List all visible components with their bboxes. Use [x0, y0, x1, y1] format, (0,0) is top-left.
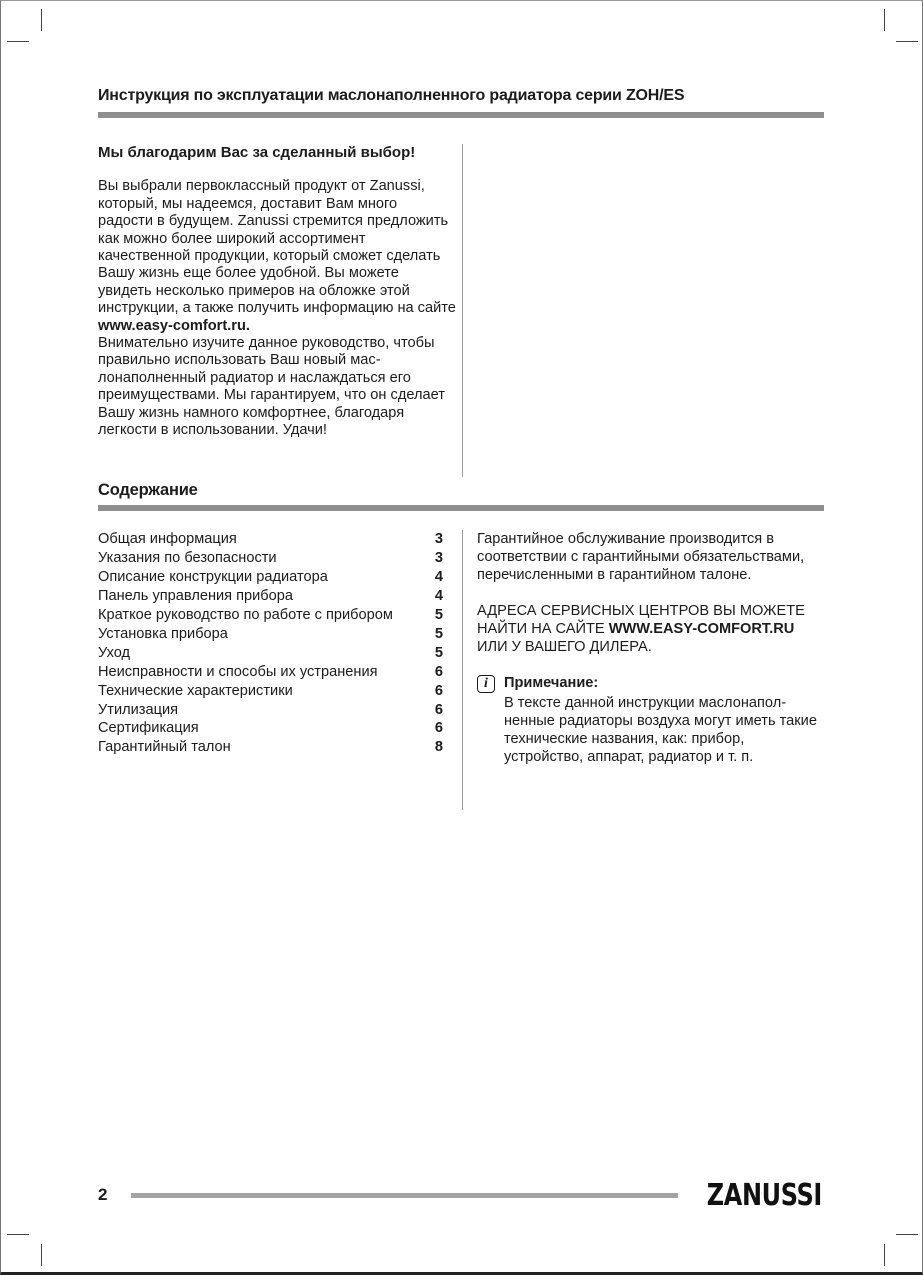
toc-item-page: 6	[434, 701, 443, 718]
crop-mark	[7, 41, 29, 42]
toc-item	[98, 606, 443, 625]
intro-left-column	[98, 144, 456, 477]
page-title: Инструкция по эксплуатации маслонаполненного радиатора серии ZOH/ES	[98, 87, 685, 104]
info-icon-glyph: i	[484, 676, 488, 692]
toc-item	[98, 701, 443, 720]
toc-item-label: Краткое руководство по работе с прибором	[98, 607, 393, 624]
toc-item-page: 4	[434, 569, 443, 586]
doc-header	[98, 87, 824, 118]
toc-item	[98, 530, 443, 549]
service-centers-text	[477, 602, 824, 656]
toc-item-label: Утилизация	[98, 701, 178, 718]
toc-item-label: Панель управления прибора	[98, 588, 293, 605]
info-icon	[477, 675, 495, 693]
note-heading: Примечание:	[504, 675, 599, 692]
toc-item-label: Неисправности и способы их устранения	[98, 663, 378, 680]
note-block	[477, 674, 824, 766]
toc-item	[98, 549, 443, 568]
warranty-text: Гарантийное обслуживание производится в соответствии с гарантийными обязательствами, перечисленными в гарантийном талоне.	[477, 531, 805, 584]
toc-item	[98, 738, 443, 757]
toc-item-page: 4	[434, 588, 443, 605]
service-text-part2: ИЛИ У ВАШЕГО ДИЛЕРА.	[477, 639, 652, 656]
footer-rule	[131, 1193, 678, 1198]
contents-section	[98, 530, 824, 810]
contents-header	[98, 481, 824, 511]
toc-item	[98, 587, 443, 606]
intro-text-part1: Вы выбрали первоклассный продукт от Zanussi, который, мы надеемся, доставит Вам много радости в будущем. Zanussi стремится предложить как можно более широкий ассортимент качественной продукции, который сможет сделать Вашу жизнь еще более удобной. Вы можете увидеть несколько примеров на обложке этой инструкции, а также получить информацию на сайте	[98, 178, 456, 317]
toc-item-label: Установка прибора	[98, 625, 228, 642]
crop-mark	[41, 1244, 42, 1266]
page-number: 2	[98, 1185, 108, 1204]
toc-item-page: 6	[434, 682, 443, 699]
service-text-part1: АДРЕСА СЕРВИСНЫХ ЦЕНТРОВ ВЫ МОЖЕТЕ НАЙТИ НА САЙТЕ	[477, 603, 805, 638]
header-rule	[98, 112, 824, 118]
intro-text-part2: Внимательно изучите данное руководство, чтобы правильно использовать Ваш новый мас- лонаполненный радиатор и наслаждаться его преимуществами. Мы гарантируем, что он сделает Вашу жизнь намного комфортнее, благодаря легкости в использовании. Удачи!	[98, 335, 445, 439]
warranty-column	[463, 530, 824, 810]
toc-item-label: Технические характеристики	[98, 682, 293, 699]
toc-item	[98, 663, 443, 682]
intro-heading: Мы благодарим Вас за сделанный выбор!	[98, 144, 416, 162]
crop-mark	[884, 1244, 885, 1266]
crop-mark	[41, 9, 42, 31]
note-body	[495, 674, 824, 766]
intro-section	[98, 144, 824, 477]
crop-mark	[884, 9, 885, 31]
crop-mark	[896, 41, 918, 42]
crop-mark	[896, 1234, 918, 1235]
toc-item	[98, 719, 443, 738]
toc-item-label: Гарантийный талон	[98, 739, 231, 756]
table-of-contents	[98, 530, 443, 757]
toc-item-label: Описание конструкции радиатора	[98, 569, 328, 586]
toc-item-page: 3	[434, 531, 443, 548]
toc-item-label: Общая информация	[98, 531, 237, 548]
intro-paragraph	[98, 178, 456, 439]
toc-item-page: 6	[434, 663, 443, 680]
contents-rule	[98, 505, 824, 511]
toc-item-label: Уход	[98, 644, 131, 661]
toc-item-label: Сертификация	[98, 720, 199, 737]
contents-heading: Содержание	[98, 481, 198, 500]
website-link-text: www.easy-comfort.ru.	[98, 317, 250, 334]
crop-mark	[7, 1234, 29, 1235]
note-text: В тексте данной инструкции маслонапол- ненные радиаторы воздуха могут иметь такие технические названия, как: прибор, устройство, аппарат, радиатор и т. п.	[504, 695, 817, 766]
page-footer	[98, 1177, 822, 1213]
toc-item	[98, 568, 443, 587]
toc-column	[98, 530, 456, 810]
toc-item	[98, 625, 443, 644]
service-site-text: WWW.EASY-COMFORT.RU	[608, 621, 795, 638]
toc-item-label: Указания по безопасности	[98, 550, 277, 567]
intro-right-column	[463, 144, 824, 477]
toc-item-page: 5	[434, 644, 443, 661]
toc-item-page: 5	[434, 625, 443, 642]
page-content	[98, 87, 824, 810]
zanussi-logo: ZANUSSI	[706, 1177, 822, 1213]
toc-item-page: 8	[434, 739, 443, 756]
toc-item-page: 6	[434, 720, 443, 737]
toc-item	[98, 682, 443, 701]
toc-item	[98, 644, 443, 663]
toc-item-page: 3	[434, 550, 443, 567]
toc-item-page: 5	[434, 607, 443, 624]
